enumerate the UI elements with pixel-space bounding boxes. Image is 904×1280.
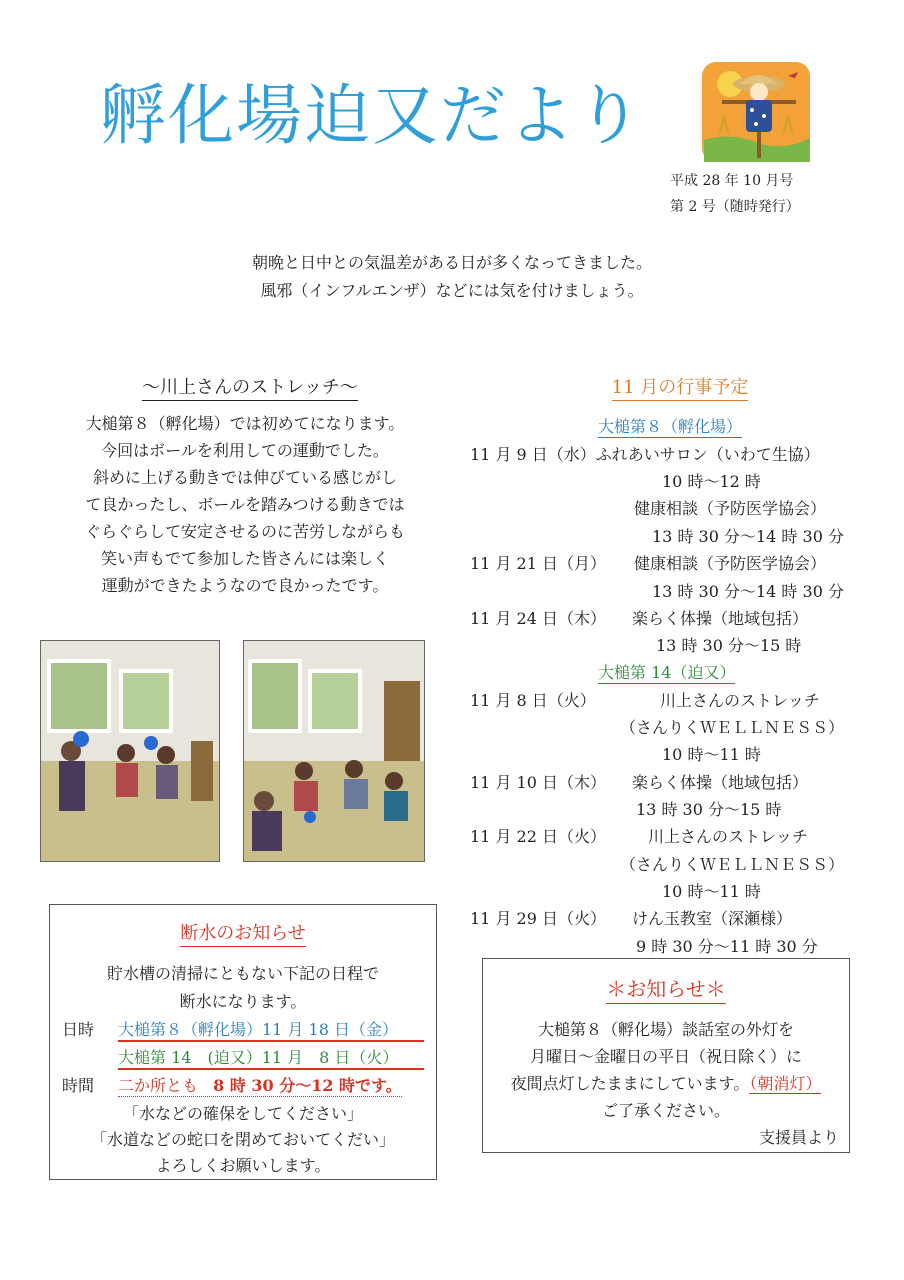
schedule-row: 10 時～12 時 — [662, 472, 761, 491]
stretch-line: て良かったし、ボールを踏みつける動きでは — [85, 495, 405, 514]
schedule-row: 川上さんのストレッチ — [660, 691, 820, 710]
water-notice-intro-1: 貯水槽の清掃にともない下記の日程で — [106, 964, 379, 983]
schedule-row: 11 月 9 日（水）ふれあいサロン（いわて生協） — [470, 445, 820, 464]
schedule-row: 10 時～11 時 — [662, 882, 761, 901]
newsletter-title: 孵化場迫又だより — [100, 77, 644, 154]
info-line-4: ご了承ください。 — [601, 1101, 730, 1120]
schedule-row: （さんりくＷＥＬＬＮＥＳＳ） — [620, 718, 845, 737]
schedule-row: 11 月 24 日（木） — [470, 609, 606, 628]
schedule-row: 健康相談（予防医学協会） — [634, 554, 827, 573]
stretch-photo-2 — [243, 640, 425, 862]
schedule-row: 13 時 30 分～15 時 — [636, 800, 782, 819]
stretch-line: 斜めに上げる動きでは伸びている感じがし — [92, 468, 397, 487]
schedule-row: 11 月 22 日（火） — [470, 827, 606, 846]
greeting-line-2: 風邪（インフルエンザ）などには気を付けましょう。 — [260, 281, 644, 300]
schedule-row: 11 月 10 日（木） — [470, 773, 606, 792]
water-notice-box — [49, 904, 437, 1180]
info-line-2: 月曜日～金曜日の平日（祝日除く）に — [529, 1047, 802, 1066]
scarecrow-illustration — [700, 62, 812, 162]
schedule-site-1: 大槌第８（孵化場） — [598, 414, 742, 438]
schedule-row: 11 月 29 日（火） — [470, 909, 606, 928]
issue-number: 第 2 号（随時発行） — [670, 199, 800, 215]
schedule-row: 健康相談（予防医学協会） — [634, 499, 827, 518]
stretch-line: 笑い声もでて参加した皆さんには楽しく — [100, 549, 389, 568]
schedule-row: 13 時 30 分～15 時 — [656, 636, 802, 655]
stretch-title — [60, 373, 440, 399]
info-line-3-text: 夜間点灯したままにしています。 — [510, 1074, 750, 1093]
info-signature: 支援員より — [758, 1128, 839, 1147]
water-date-1: 大槌第８（孵化場）11 月 18 日（金） — [118, 1017, 424, 1042]
schedule-row: 10 時～11 時 — [662, 745, 761, 764]
info-box — [482, 958, 850, 1153]
schedule-site-2: 大槌第 14（迫又） — [598, 660, 735, 684]
schedule-row: 川上さんのストレッチ — [648, 827, 808, 846]
water-notice-title-text: 断水のお知らせ — [180, 923, 305, 947]
info-line-3 — [483, 1071, 849, 1094]
stretch-photo-1 — [40, 640, 220, 862]
stretch-line: ぐらぐらして安定させるのに苦労しながらも — [84, 522, 405, 541]
schedule-row: 11 月 21 日（月） — [470, 554, 606, 573]
water-date-2: 大槌第 14 (迫又）11 月 8 日（火） — [118, 1045, 424, 1070]
water-time-value: 8 時 30 分～12 時です。 — [213, 1076, 402, 1095]
water-date-label: 日時 — [62, 1020, 95, 1039]
schedule-row: 13 時 30 分～14 時 30 分 — [652, 582, 844, 601]
stretch-line: 今回はボールを利用しての運動でした。 — [101, 441, 389, 460]
info-line-1: 大槌第８（孵化場）談話室の外灯を — [537, 1020, 794, 1039]
schedule-title — [500, 373, 860, 399]
schedule-row: 楽らく体操（地域包括） — [632, 773, 809, 792]
water-closing: よろしくお願いします。 — [155, 1156, 331, 1175]
schedule-row: けん玉教室（深瀬様） — [632, 909, 793, 928]
water-time — [118, 1073, 402, 1097]
water-time-prefix: 二か所とも — [118, 1076, 199, 1095]
water-time-label: 時間 — [62, 1076, 95, 1095]
stretch-body — [40, 410, 450, 599]
schedule-title-text: 11 月の行事予定 — [612, 377, 749, 401]
schedule-row: 11 月 8 日（火） — [470, 691, 596, 710]
info-line-3-note: （朝消灯） — [749, 1074, 822, 1093]
info-title — [483, 973, 849, 1002]
stretch-title-text: ～川上さんのストレッチ～ — [142, 377, 358, 401]
schedule-row: 9 時 30 分～11 時 30 分 — [636, 937, 818, 956]
schedule-row: （さんりくＷＥＬＬＮＥＳＳ） — [620, 855, 845, 874]
water-notice-intro-2: 断水になります。 — [179, 992, 307, 1011]
water-notice-title — [50, 919, 436, 945]
info-title-text: ＊お知らせ＊ — [606, 977, 725, 1004]
stretch-line: 大槌第８（孵化場）では初めてになります。 — [85, 414, 405, 433]
issue-date: 平成 28 年 10 月号 — [670, 173, 794, 189]
water-request-1: 「水などの確保をしてください」 — [122, 1104, 363, 1123]
water-request-2: 「水道などの蛇口を閉めておいてくだい」 — [90, 1130, 395, 1149]
schedule-row: 13 時 30 分～14 時 30 分 — [652, 527, 844, 546]
stretch-line: 運動ができたようなので良かったです。 — [101, 576, 389, 595]
greeting-line-1: 朝晩と日中との気温差がある日が多くなってきました。 — [251, 253, 652, 272]
schedule-row: 楽らく体操（地域包括） — [632, 609, 809, 628]
